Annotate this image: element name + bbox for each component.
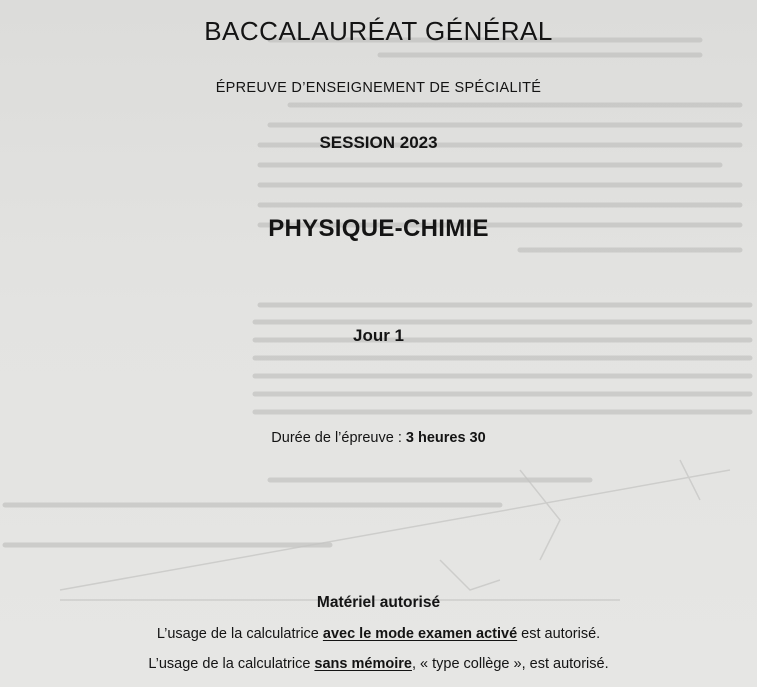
rule1-emphasis: avec le mode examen activé — [322, 626, 518, 642]
exam-title: BACCALAURÉAT GÉNÉRAL — [204, 16, 553, 46]
rule1-suffix: est autorisé. — [517, 626, 601, 642]
duration-line — [0, 430, 757, 446]
subject-title: PHYSIQUE-CHIMIE — [268, 215, 489, 242]
calculator-rule-exam-mode — [0, 626, 757, 642]
rule1-prefix: L’usage de la calculatrice — [156, 626, 323, 642]
rule2-suffix: , « type collège », est autorisé. — [411, 656, 609, 672]
duration-label: Durée de l’épreuve : — [271, 430, 406, 446]
duration-value: 3 heures 30 — [405, 430, 486, 446]
calculator-rule-no-memory — [0, 656, 757, 672]
exam-subtitle: ÉPREUVE D’ENSEIGNEMENT DE SPÉCIALITÉ — [215, 80, 542, 96]
material-heading: Matériel autorisé — [316, 594, 441, 611]
rule2-emphasis: sans mémoire — [314, 656, 412, 672]
day-label: Jour 1 — [352, 326, 405, 345]
rule2-prefix: L’usage de la calculatrice — [148, 656, 315, 672]
session-label: SESSION 2023 — [319, 133, 438, 152]
